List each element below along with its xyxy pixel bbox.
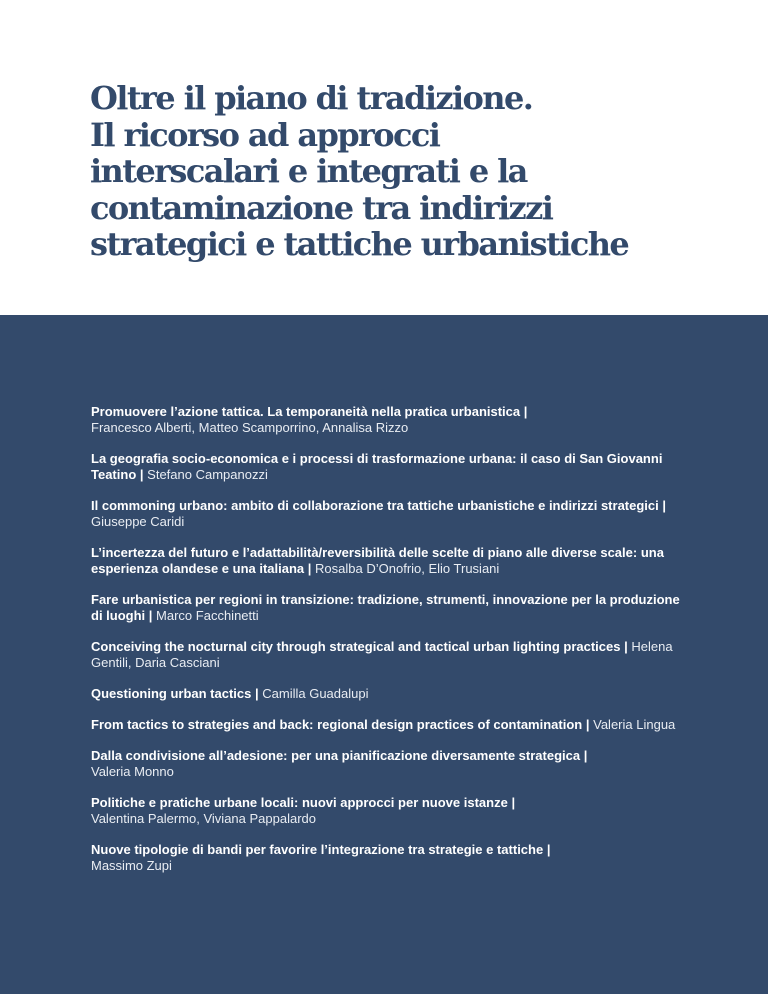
toc-entry-separator: | bbox=[148, 608, 153, 623]
toc-entry[interactable] bbox=[91, 795, 691, 827]
toc-entry-authors: Massimo Zupi bbox=[91, 858, 172, 873]
toc-entry-title: From tactics to strategies and back: regional design practices of contamination bbox=[91, 717, 583, 732]
section-title-line-1: Oltre il piano di tradizione. bbox=[90, 79, 533, 117]
toc-entry-separator: | bbox=[139, 467, 144, 482]
toc-entry-separator: | bbox=[523, 404, 528, 419]
toc-entry-authors: Rosalba D’Onofrio, Elio Trusiani bbox=[315, 561, 500, 576]
section-title bbox=[90, 80, 730, 263]
toc-entry-authors: Camilla Guadalupi bbox=[262, 686, 369, 701]
toc-entry-title: Conceiving the nocturnal city through strategical and tactical urban lighting practices bbox=[91, 639, 621, 654]
toc-entry-title: Promuovere l’azione tattica. La temporaneità nella pratica urbanistica bbox=[91, 404, 521, 419]
toc-entry-separator: | bbox=[546, 842, 551, 857]
toc-entry-authors: Valeria Monno bbox=[91, 764, 174, 779]
section-title-line-3: interscalari e integrati e la bbox=[90, 152, 527, 190]
toc-entry-authors: Giuseppe Caridi bbox=[91, 514, 185, 529]
toc-entry[interactable] bbox=[91, 717, 691, 733]
toc-entry[interactable] bbox=[91, 451, 691, 483]
toc-entry-authors: Marco Facchinetti bbox=[156, 608, 259, 623]
toc-entry-title: La geografia socio-economica e i processi di trasformazione urbana: il caso di San Giovanni Teatino bbox=[91, 451, 663, 482]
toc-entry[interactable] bbox=[91, 842, 691, 874]
toc-entry-title: Dalla condivisione all’adesione: per una pianificazione diversamente strategica bbox=[91, 748, 581, 763]
toc-entry[interactable] bbox=[91, 498, 691, 530]
toc-entry-separator: | bbox=[662, 498, 667, 513]
toc-entry[interactable] bbox=[91, 748, 691, 780]
toc-entry[interactable] bbox=[91, 545, 691, 577]
toc-entry[interactable] bbox=[91, 404, 691, 436]
toc-entry-title: Nuove tipologie di bandi per favorire l’integrazione tra strategie e tattiche bbox=[91, 842, 544, 857]
toc-entry-separator: | bbox=[624, 639, 628, 654]
toc-entry-title: L’incertezza del futuro e l’adattabilità/reversibilità delle scelte di piano alle diverse scale: una esperienza olandese e una italiana bbox=[91, 545, 664, 576]
section-title-line-5: strategici e tattiche urbanistiche bbox=[90, 225, 629, 263]
section-title-line-2: Il ricorso ad approcci bbox=[90, 115, 440, 154]
table-of-contents-list bbox=[91, 404, 691, 889]
toc-entry-separator: | bbox=[254, 686, 259, 701]
toc-entry-separator: | bbox=[307, 561, 312, 576]
toc-entry-separator: | bbox=[511, 795, 516, 810]
toc-entry-separator: | bbox=[583, 748, 588, 763]
table-of-contents-panel bbox=[0, 315, 768, 994]
toc-entry-title: Il commoning urbano: ambito di collaborazione tra tattiche urbanistiche e indirizzi strategici bbox=[91, 498, 659, 513]
toc-entry[interactable] bbox=[91, 592, 691, 624]
toc-entry-title: Fare urbanistica per regioni in transizione: tradizione, strumenti, innovazione per la produzione di luoghi bbox=[91, 592, 680, 623]
toc-entry[interactable] bbox=[91, 639, 691, 671]
toc-entry-title: Questioning urban tactics bbox=[91, 686, 252, 701]
toc-entry-title: Politiche e pratiche urbane locali: nuovi approcci per nuove istanze bbox=[91, 795, 508, 810]
toc-entry-authors: Helena Gentili, Daria Casciani bbox=[91, 639, 673, 670]
toc-entry[interactable] bbox=[91, 686, 691, 702]
toc-entry-separator: | bbox=[585, 717, 590, 732]
toc-entry-authors: Francesco Alberti, Matteo Scamporrino, Annalisa Rizzo bbox=[91, 420, 409, 435]
section-title-line-4: contaminazione tra indirizzi bbox=[90, 188, 553, 227]
toc-entry-authors: Stefano Campanozzi bbox=[147, 467, 268, 482]
toc-entry-authors: Valentina Palermo, Viviana Pappalardo bbox=[91, 811, 316, 826]
toc-entry-authors: Valeria Lingua bbox=[593, 717, 676, 732]
